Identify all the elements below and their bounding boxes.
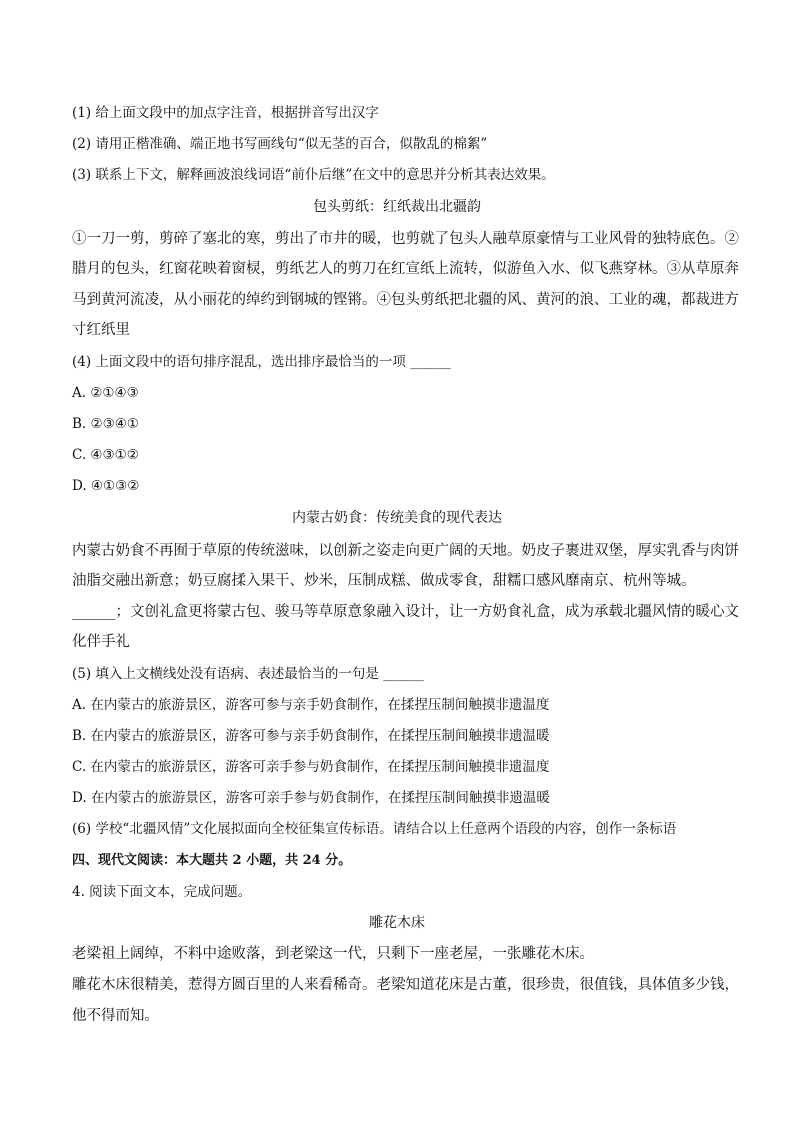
section-heading: 四、现代文阅读：本大题共 2 小题，共 24 分。 [72, 853, 352, 868]
dairy-line: ______；文创礼盒更将蒙古包、骏马等草原意象融入设计，让一方奶食礼盒，成为承载北疆风情的暖心文 [72, 604, 739, 620]
dairy-line: 油脂交融出新意；奶豆腐揉入果干、炒米，压制成糕、做成零食，甜糯口感风靡南京、杭州等城。 [72, 573, 696, 589]
option-d: D. ④①③② [72, 478, 140, 494]
question-3: (3) 联系上下文，解释画波浪线词语“前仆后继”在文中的意思并分析其表达效果。 [72, 167, 555, 183]
story-line: 雕花木床很精美，惹得方圆百里的人来看稀奇。老梁知道花床是古董，很珍贵，很值钱，具体值多少钱， [72, 977, 739, 993]
papercut-line: 寸红纸里 [72, 322, 130, 338]
question-5: (5) 填入上文横线处没有语病、表述最恰当的一句是 ______ [72, 666, 424, 682]
papercut-line: 腊月的包头，红窗花映着窗棂，剪纸艺人的剪刀在红宣纸上流转，似游鱼入水、似飞燕穿林。③从草原奔 [72, 261, 739, 277]
papercut-line: 马到黄河流凌，从小丽花的绰约到钢城的铿锵。④包头剪纸把北疆的风、黄河的浪、工业的魂，都裁进方 [72, 292, 739, 308]
dairy-line: 化伴手礼 [72, 634, 130, 650]
question-1: (1) 给上面文段中的加点字注音，根据拼音写出汉字 [72, 105, 379, 121]
dairy-title: 内蒙古奶食：传统美食的现代表达 [292, 510, 502, 526]
story-line: 老梁祖上阔绰，不料中途败落，到老梁这一代，只剩下一座老屋，一张雕花木床。 [72, 946, 594, 962]
papercut-line: ①一刀一剪，剪碎了塞北的寒，剪出了市井的暖，也剪就了包头人融草原豪情与工业风骨的独特底色。② [72, 231, 739, 247]
option-b: B. ②③④① [72, 416, 139, 432]
option-c: C. ④③①② [72, 447, 139, 463]
question-6: (6) 学校“北疆风情”文化展拟面向全校征集宣传标语。请结合以上任意两个语段的内容，创作一条标语 [72, 821, 677, 837]
papercut-title: 包头剪纸：红纸裁出北疆韵 [313, 199, 481, 215]
question-2: (2) 请用正楷准确、端正地书写画线句“似无茎的百合，似散乱的棉絮” [72, 136, 488, 152]
story-line: 他不得而知。 [72, 1008, 159, 1024]
section-instruction: 4. 阅读下面文本，完成问题。 [72, 884, 252, 900]
question-4: (4) 上面文段中的语句排序混乱，选出排序最恰当的一项 ______ [72, 354, 451, 370]
option-a: A. ②①④③ [72, 385, 139, 401]
option-c: C. 在内蒙古的旅游景区，游客可亲手参与奶食制作，在揉捏压制间触摸非遗温度 [72, 759, 550, 775]
story-title: 雕花木床 [369, 915, 425, 931]
dairy-line: 内蒙古奶食不再囿于草原的传统滋味，以创新之姿走向更广阔的天地。奶皮子裹进双堡，厚实乳香与肉饼 [72, 543, 739, 559]
option-d: D. 在内蒙古的旅游景区，游客可亲手参与奶食制作，在揉捏压制间触摸非遗温暖 [72, 790, 550, 806]
option-b: B. 在内蒙古的旅游景区，游客可参与亲手奶食制作，在揉捏压制间触摸非遗温暖 [72, 728, 550, 744]
option-a: A. 在内蒙古的旅游景区，游客可参与亲手奶食制作，在揉捏压制间触摸非遗温度 [72, 697, 550, 713]
